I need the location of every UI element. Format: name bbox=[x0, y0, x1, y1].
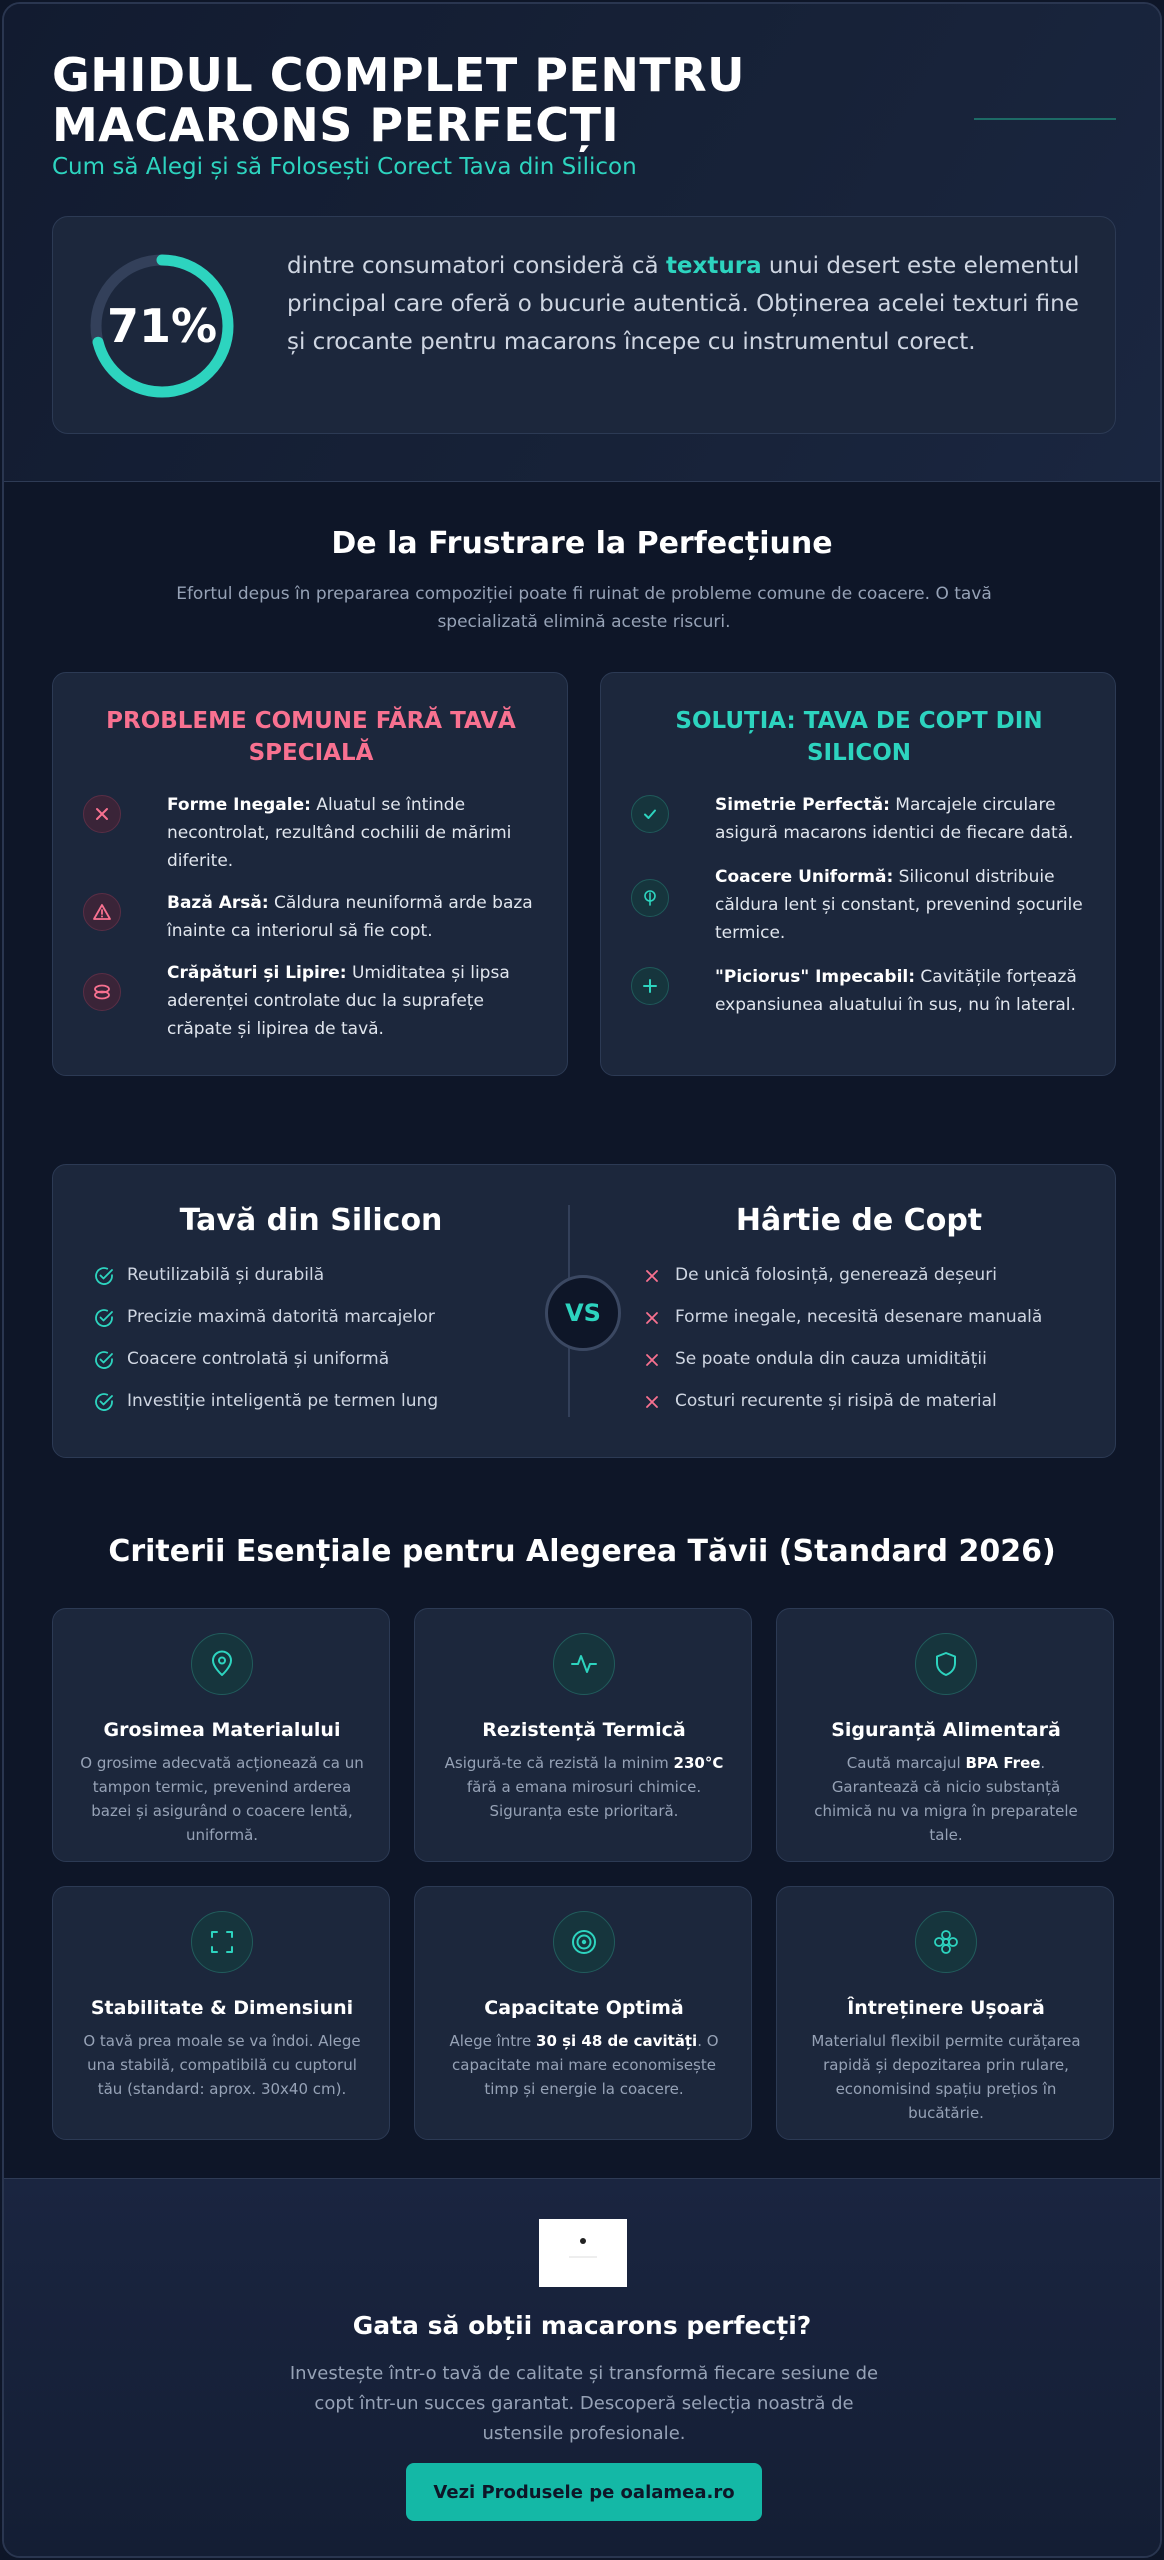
solution-text bbox=[715, 863, 1095, 947]
x-icon bbox=[641, 1307, 663, 1329]
criteria-card bbox=[52, 1608, 390, 1862]
problem-desc: Căldura neuniformă arde baza înainte ca interiorul să fie copt. bbox=[167, 893, 533, 941]
comparison-left-text: Precizie maximă datorită marcajelor bbox=[127, 1307, 435, 1327]
criteria-card-desc bbox=[801, 1751, 1091, 1847]
comparison-left-text: Reutilizabilă și durabilă bbox=[127, 1265, 325, 1285]
comparison-left-list bbox=[93, 1263, 438, 1431]
criteria-desc-part: . O capacitate mai mare economisește timp și energie la coacere. bbox=[452, 2032, 719, 2098]
comparison-left-item bbox=[93, 1263, 438, 1305]
stat-percent: 71% bbox=[106, 299, 218, 353]
solution-text bbox=[715, 963, 1095, 1019]
problem-text bbox=[167, 791, 547, 875]
problem-label: Forme Inegale: bbox=[167, 795, 311, 815]
criteria-card bbox=[52, 1886, 390, 2140]
comparison-right-text: Se poate ondula din cauza umidității bbox=[675, 1349, 987, 1369]
frame-icon bbox=[191, 1911, 253, 1973]
check-circle-icon bbox=[93, 1265, 115, 1287]
stat-card bbox=[52, 216, 1116, 434]
comparison-left-item bbox=[93, 1347, 438, 1389]
check-circle-icon bbox=[93, 1391, 115, 1413]
problems-panel bbox=[52, 672, 568, 1076]
solution-label: "Piciorus" Impecabil: bbox=[715, 967, 916, 987]
solution-text bbox=[715, 791, 1095, 847]
criteria-desc-part: Alege între bbox=[449, 2032, 537, 2050]
solution-title: SOLUȚIA: TAVA DE COPT DIN SILICON bbox=[675, 708, 1043, 766]
comparison-left-text: Investiție inteligentă pe termen lung bbox=[127, 1391, 439, 1411]
section-description-problems: Efortul depus în prepararea compoziției poate fi ruinat de probleme comune de coacere. O tavă specializată elimină aceste riscuri. bbox=[176, 584, 992, 632]
criteria-card-title: Întreținere Ușoară bbox=[847, 1997, 1045, 2019]
stat-text bbox=[287, 247, 1087, 361]
solution-desc: Cavitățile forțează expansiunea aluatului în sus, nu în lateral. bbox=[715, 967, 1077, 1015]
cta-title: Gata să obții macarons perfecți? bbox=[352, 2311, 812, 2340]
criteria-card bbox=[414, 1886, 752, 2140]
criteria-desc-bold: BPA Free bbox=[965, 1754, 1041, 1772]
comparison-left-text: Coacere controlată și uniformă bbox=[127, 1349, 390, 1369]
stat-text-before: dintre consumatori consideră că bbox=[287, 253, 666, 279]
solution-desc: Siliconul distribuie căldura lent și constant, prevenind șocurile termice. bbox=[715, 867, 1083, 943]
layers-icon bbox=[83, 973, 121, 1011]
map-pin-icon bbox=[191, 1633, 253, 1695]
criteria-card bbox=[414, 1608, 752, 1862]
brand-logo bbox=[539, 2219, 627, 2287]
x-icon bbox=[641, 1391, 663, 1413]
criteria-desc-part: fără a emana mirosuri chimice. Siguranța este prioritară. bbox=[466, 1778, 702, 1820]
x-icon bbox=[641, 1349, 663, 1371]
criteria-desc-bold: 230°C bbox=[673, 1754, 724, 1772]
vs-badge: VS bbox=[545, 1275, 621, 1351]
criteria-desc-part: . Garantează că nicio substanță chimică nu va migra în preparatele tale. bbox=[814, 1754, 1078, 1844]
view-products-button[interactable]: Vezi Produsele pe oalamea.ro bbox=[406, 2463, 762, 2521]
solution-label: Coacere Uniformă: bbox=[715, 867, 894, 887]
solution-panel bbox=[600, 672, 1116, 1076]
target-icon bbox=[553, 1911, 615, 1973]
problem-label: Bază Arsă: bbox=[167, 893, 269, 913]
problem-text bbox=[167, 889, 547, 945]
hero-section bbox=[4, 4, 1160, 482]
criteria-card bbox=[776, 1886, 1114, 2140]
criteria-card-desc bbox=[439, 2029, 729, 2101]
problem-text bbox=[167, 959, 547, 1043]
x-icon bbox=[83, 795, 121, 833]
comparison-right-title: Hârtie de Copt bbox=[735, 1203, 983, 1238]
page-subtitle: Cum să Alegi și să Folosești Corect Tava din Silicon bbox=[52, 154, 637, 180]
solution-label: Simetrie Perfectă: bbox=[715, 795, 890, 815]
comparison-right-text: De unică folosință, generează deșeuri bbox=[675, 1265, 997, 1285]
comparison-right-item bbox=[641, 1305, 1042, 1347]
warning-icon bbox=[83, 893, 121, 931]
stat-highlight: textura bbox=[665, 253, 762, 279]
comparison-left-title: Tavă din Silicon bbox=[179, 1203, 443, 1238]
comparison-left-item bbox=[93, 1389, 438, 1431]
comparison-right-item bbox=[641, 1347, 1042, 1389]
criteria-card-title: Stabilitate & Dimensiuni bbox=[90, 1997, 354, 2019]
criteria-card-desc: O tavă prea moale se va îndoi. Alege una stabilă, compatibilă cu cuptorul tău (standard: aprox. 30x40 cm). bbox=[83, 2032, 361, 2098]
criteria-card-desc: O grosime adecvată acționează ca un tampon termic, prevenind arderea bazei și asigurând o coacere lentă, uniformă. bbox=[80, 1754, 364, 1844]
problems-title: PROBLEME COMUNE FĂRĂ TAVĂ SPECIALĂ bbox=[106, 708, 516, 766]
infographic-page bbox=[2, 2, 1162, 2558]
comparison-right-text: Forme inegale, necesită desenare manuală bbox=[675, 1307, 1043, 1327]
activity-icon bbox=[553, 1633, 615, 1695]
criteria-card-title: Rezistență Termică bbox=[482, 1719, 686, 1741]
criteria-desc-part: Caută marcajul bbox=[846, 1754, 966, 1772]
cta-description: Investește într-o tavă de calitate și transformă fiecare sesiune de copt într-un succes garantat. Descoperă selecția noastră de ustensile profesionale. bbox=[289, 2363, 879, 2444]
problem-label: Crăpături și Lipire: bbox=[167, 963, 347, 983]
decorative-line bbox=[974, 118, 1116, 120]
flower-icon bbox=[915, 1911, 977, 1973]
comparison-right-text: Costuri recurente și risipă de material bbox=[675, 1391, 997, 1411]
cta-section bbox=[4, 2178, 1160, 2558]
thermometer-icon bbox=[631, 879, 669, 917]
criteria-card-title: Siguranță Alimentară bbox=[831, 1719, 1061, 1741]
criteria-card-desc bbox=[439, 1751, 729, 1823]
criteria-desc-bold: 30 și 48 de cavități bbox=[536, 2032, 698, 2050]
comparison-card bbox=[52, 1164, 1116, 1458]
section-title-problems: De la Frustrare la Perfecțiune bbox=[331, 526, 833, 561]
comparison-right-item bbox=[641, 1263, 1042, 1305]
stat-text-after: unui desert este elementul principal care oferă o bucurie autentică. Obținerea acelei texturi fine și crocante pentru macarons începe cu instrumentul corect. bbox=[287, 253, 1080, 355]
x-icon bbox=[641, 1265, 663, 1287]
comparison-right-list bbox=[641, 1263, 1042, 1431]
page-title: GHIDUL COMPLET PENTRU MACARONS PERFECȚI bbox=[52, 48, 745, 152]
shield-icon bbox=[915, 1633, 977, 1695]
problem-desc: Aluatul se întinde necontrolat, rezultând cochilii de mărimi diferite. bbox=[167, 795, 512, 871]
problem-desc: Umiditatea și lipsa aderenței controlate duc la suprafețe crăpate și lipirea de tavă. bbox=[167, 963, 510, 1039]
criteria-title: Criterii Esențiale pentru Alegerea Tăvii (Standard 2026) bbox=[108, 1534, 1056, 1569]
check-circle-icon bbox=[93, 1307, 115, 1329]
comparison-left-item bbox=[93, 1305, 438, 1347]
check-circle-icon bbox=[93, 1349, 115, 1371]
solution-desc: Marcajele circulare asigură macarons identici de fiecare dată. bbox=[715, 795, 1074, 843]
comparison-right-item bbox=[641, 1389, 1042, 1431]
criteria-desc-part: Asigură-te că rezistă la minim bbox=[444, 1754, 674, 1772]
criteria-card bbox=[776, 1608, 1114, 1862]
criteria-card-desc: Materialul flexibil permite curățarea rapidă și depozitarea prin rulare, economisind spațiu prețios în bucătărie. bbox=[811, 2032, 1081, 2122]
check-icon bbox=[631, 795, 669, 833]
criteria-card-title: Capacitate Optimă bbox=[484, 1997, 684, 2019]
plus-icon bbox=[631, 967, 669, 1005]
criteria-card-title: Grosimea Materialului bbox=[103, 1719, 341, 1741]
